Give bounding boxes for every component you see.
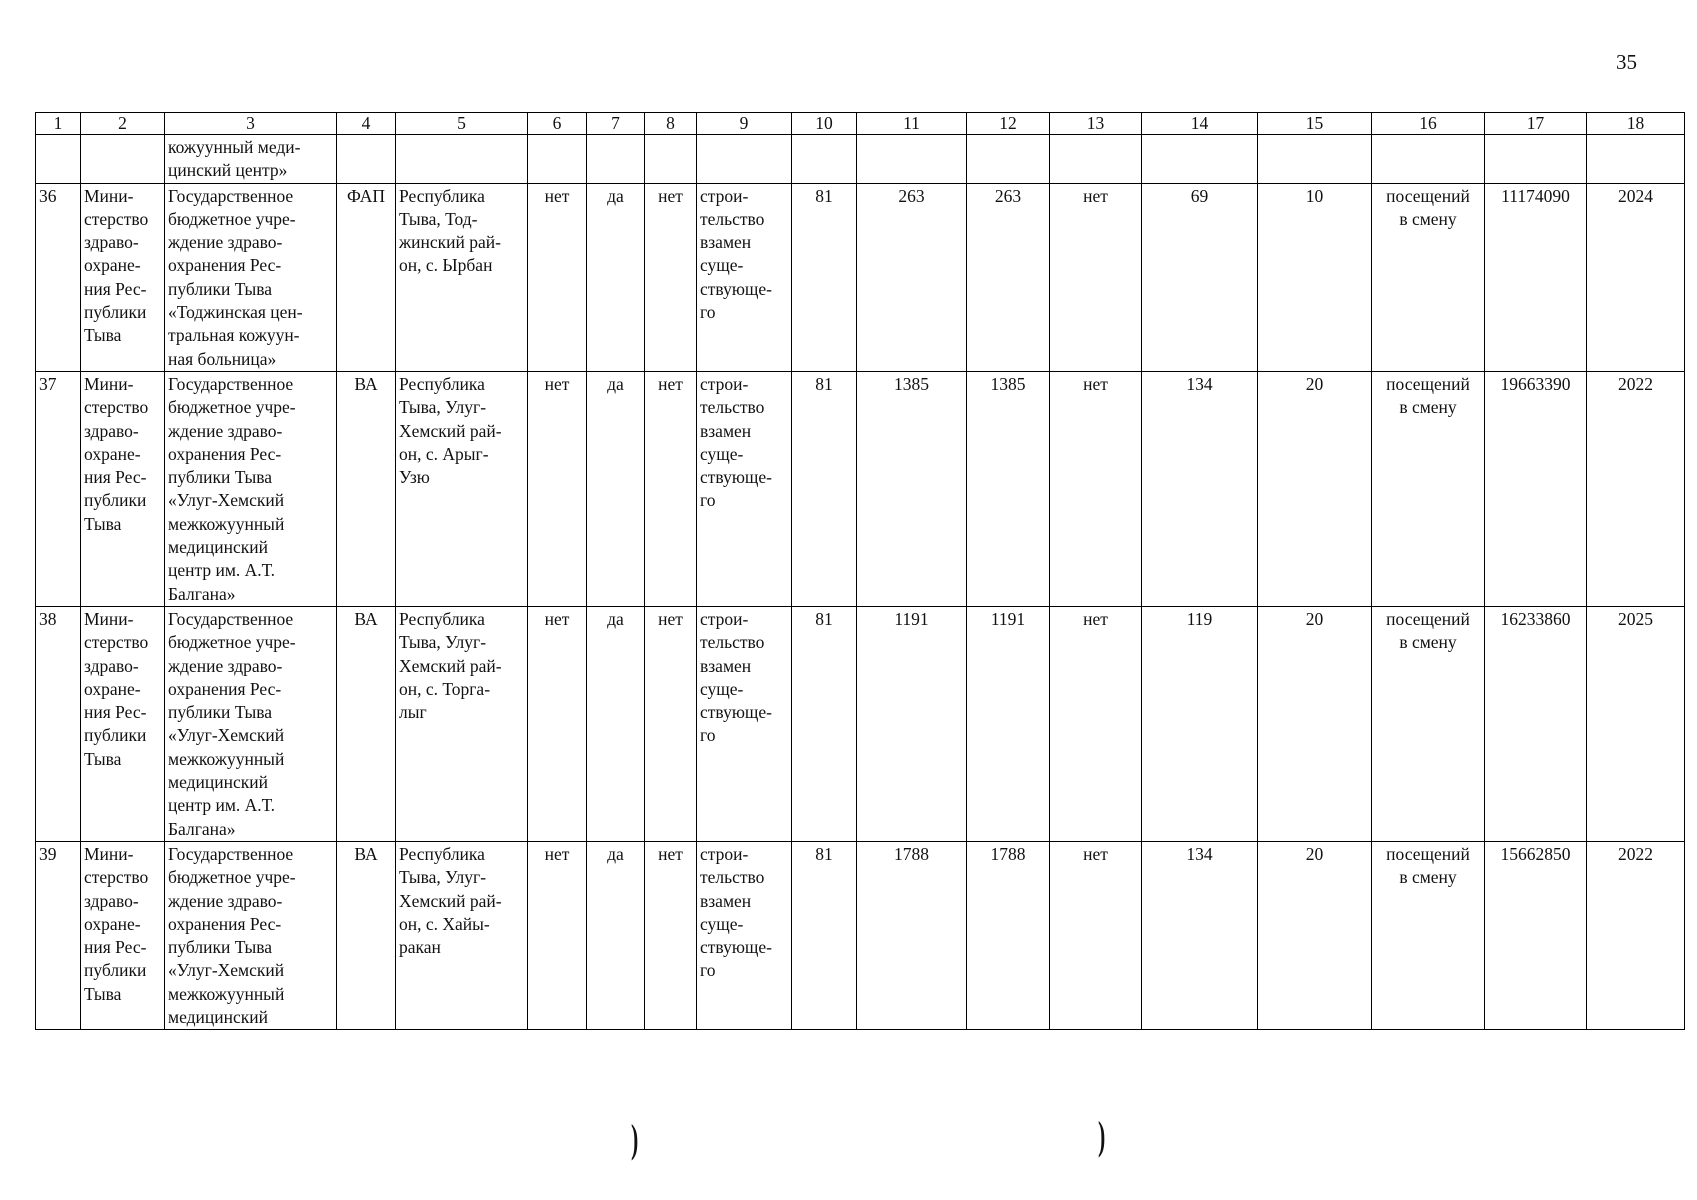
empty-cell	[1372, 135, 1485, 184]
ministry-cell: Мини- стерство здраво- охране- ния Рес- публики Тыва	[81, 606, 165, 841]
facility-type-cell: ВА	[337, 841, 396, 1029]
value-10-cell: 81	[792, 606, 857, 841]
value-12-cell: 1191	[967, 606, 1050, 841]
table-row	[36, 371, 1685, 606]
empty-cell	[967, 135, 1050, 184]
value-12-cell: 1788	[967, 841, 1050, 1029]
facility-type-cell: ВА	[337, 371, 396, 606]
value-14-cell: 134	[1142, 371, 1258, 606]
unit-cell: посещений в смену	[1372, 606, 1485, 841]
column-number: 3	[165, 113, 337, 135]
continued-institution-name: кожуунный меди- цинский центр»	[165, 135, 337, 184]
value-11-cell: 263	[857, 183, 967, 371]
empty-cell	[645, 135, 697, 184]
flag-13-cell: нет	[1050, 606, 1142, 841]
unit-cell: посещений в смену	[1372, 183, 1485, 371]
year-cell: 2025	[1587, 606, 1685, 841]
value-15-cell: 10	[1258, 183, 1372, 371]
page-number: 35	[1616, 50, 1637, 74]
column-number: 7	[587, 113, 645, 135]
column-number: 2	[81, 113, 165, 135]
row-number-cell: 37	[36, 371, 81, 606]
flag-7-cell: да	[587, 841, 645, 1029]
amount-cell: 19663390	[1485, 371, 1587, 606]
flag-8-cell: нет	[645, 606, 697, 841]
value-14-cell: 119	[1142, 606, 1258, 841]
address-cell: Республика Тыва, Улуг- Хемский рай- он, с. Хайы- ракан	[396, 841, 528, 1029]
row-number-cell: 39	[36, 841, 81, 1029]
construction-type-cell: строи- тельство взамен суще- ствующе- го	[697, 371, 792, 606]
flag-13-cell: нет	[1050, 183, 1142, 371]
column-number: 5	[396, 113, 528, 135]
column-number: 10	[792, 113, 857, 135]
construction-type-cell: строи- тельство взамен суще- ствующе- го	[697, 841, 792, 1029]
column-number: 14	[1142, 113, 1258, 135]
empty-cell	[36, 135, 81, 184]
table-row	[36, 841, 1685, 1029]
empty-cell	[1050, 135, 1142, 184]
value-14-cell: 69	[1142, 183, 1258, 371]
table-row	[36, 606, 1685, 841]
empty-cell	[1258, 135, 1372, 184]
flag-13-cell: нет	[1050, 841, 1142, 1029]
institution-cell: Государственное бюджетное учре- ждение здраво- охранения Рес- публики Тыва «Улуг-Хемский межкожуунный медицинский	[165, 841, 337, 1029]
empty-cell	[792, 135, 857, 184]
scan-mark: )	[630, 1116, 639, 1161]
address-cell: Республика Тыва, Тод- жинский рай- он, с. Ырбан	[396, 183, 528, 371]
empty-cell	[396, 135, 528, 184]
column-number: 11	[857, 113, 967, 135]
column-number: 17	[1485, 113, 1587, 135]
value-10-cell: 81	[792, 183, 857, 371]
flag-8-cell: нет	[645, 371, 697, 606]
empty-cell	[857, 135, 967, 184]
ministry-cell: Мини- стерство здраво- охране- ния Рес- публики Тыва	[81, 183, 165, 371]
flag-7-cell: да	[587, 371, 645, 606]
column-number: 12	[967, 113, 1050, 135]
ministry-cell: Мини- стерство здраво- охране- ния Рес- публики Тыва	[81, 841, 165, 1029]
value-14-cell: 134	[1142, 841, 1258, 1029]
flag-6-cell: нет	[528, 371, 587, 606]
flag-6-cell: нет	[528, 183, 587, 371]
flag-8-cell: нет	[645, 841, 697, 1029]
value-12-cell: 1385	[967, 371, 1050, 606]
value-15-cell: 20	[1258, 606, 1372, 841]
value-12-cell: 263	[967, 183, 1050, 371]
year-cell: 2022	[1587, 841, 1685, 1029]
empty-cell	[528, 135, 587, 184]
scan-mark: )	[1097, 1113, 1106, 1158]
value-15-cell: 20	[1258, 841, 1372, 1029]
amount-cell: 11174090	[1485, 183, 1587, 371]
empty-cell	[1142, 135, 1258, 184]
value-15-cell: 20	[1258, 371, 1372, 606]
year-cell: 2022	[1587, 371, 1685, 606]
construction-type-cell: строи- тельство взамен суще- ствующе- го	[697, 183, 792, 371]
flag-7-cell: да	[587, 606, 645, 841]
row-number-cell: 36	[36, 183, 81, 371]
empty-cell	[337, 135, 396, 184]
column-number: 9	[697, 113, 792, 135]
value-10-cell: 81	[792, 371, 857, 606]
address-cell: Республика Тыва, Улуг- Хемский рай- он, с. Арыг- Узю	[396, 371, 528, 606]
column-number: 15	[1258, 113, 1372, 135]
ministry-cell: Мини- стерство здраво- охране- ния Рес- публики Тыва	[81, 371, 165, 606]
continuation-row	[36, 135, 1685, 184]
row-number-cell: 38	[36, 606, 81, 841]
column-number: 6	[528, 113, 587, 135]
institution-cell: Государственное бюджетное учре- ждение здраво- охранения Рес- публики Тыва «Улуг-Хемский межкожуунный медицинский центр им. А.Т. Балгана»	[165, 371, 337, 606]
flag-13-cell: нет	[1050, 371, 1142, 606]
flag-6-cell: нет	[528, 841, 587, 1029]
value-11-cell: 1191	[857, 606, 967, 841]
flag-7-cell: да	[587, 183, 645, 371]
column-number: 4	[337, 113, 396, 135]
unit-cell: посещений в смену	[1372, 371, 1485, 606]
column-number: 13	[1050, 113, 1142, 135]
facility-type-cell: ВА	[337, 606, 396, 841]
institution-cell: Государственное бюджетное учре- ждение здраво- охранения Рес- публики Тыва «Улуг-Хемский межкожуунный медицинский центр им. А.Т. Балгана»	[165, 606, 337, 841]
value-10-cell: 81	[792, 841, 857, 1029]
column-number: 8	[645, 113, 697, 135]
flag-6-cell: нет	[528, 606, 587, 841]
value-11-cell: 1788	[857, 841, 967, 1029]
table-row	[36, 183, 1685, 371]
projects-table	[35, 112, 1685, 1030]
address-cell: Республика Тыва, Улуг- Хемский рай- он, с. Торга- лыг	[396, 606, 528, 841]
column-number: 18	[1587, 113, 1685, 135]
column-number: 1	[36, 113, 81, 135]
amount-cell: 15662850	[1485, 841, 1587, 1029]
empty-cell	[81, 135, 165, 184]
empty-cell	[587, 135, 645, 184]
unit-cell: посещений в смену	[1372, 841, 1485, 1029]
amount-cell: 16233860	[1485, 606, 1587, 841]
year-cell: 2024	[1587, 183, 1685, 371]
empty-cell	[1485, 135, 1587, 184]
facility-type-cell: ФАП	[337, 183, 396, 371]
column-number: 16	[1372, 113, 1485, 135]
flag-8-cell: нет	[645, 183, 697, 371]
empty-cell	[697, 135, 792, 184]
construction-type-cell: строи- тельство взамен суще- ствующе- го	[697, 606, 792, 841]
column-number-row	[36, 113, 1685, 135]
empty-cell	[1587, 135, 1685, 184]
institution-cell: Государственное бюджетное учре- ждение здраво- охранения Рес- публики Тыва «Тоджинская цен- тральная кожуун- ная больница»	[165, 183, 337, 371]
value-11-cell: 1385	[857, 371, 967, 606]
